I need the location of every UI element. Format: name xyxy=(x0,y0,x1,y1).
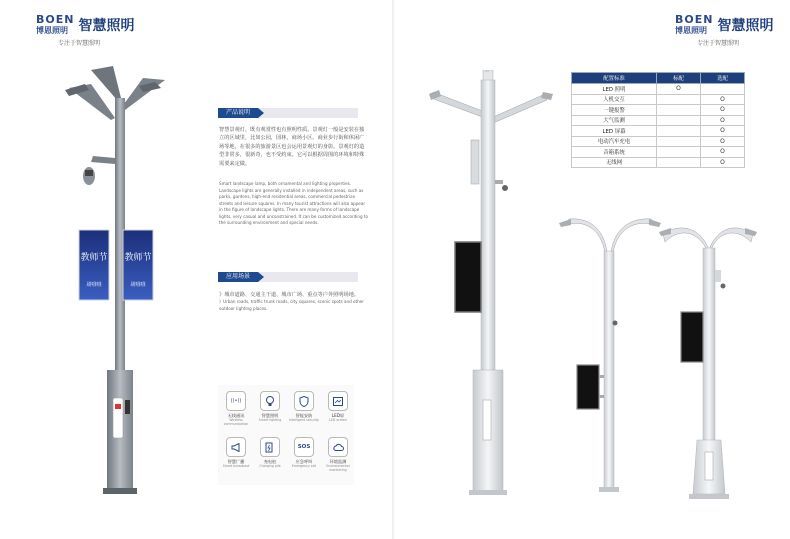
feature-sos-en: Emergency call xyxy=(291,464,317,468)
feature-broadcast-cn: 智慧广播 xyxy=(227,459,245,464)
feature-broadcast-en: Smart broadcast xyxy=(222,464,250,468)
spec-header-optional: 选配 xyxy=(701,73,745,84)
screen-icon xyxy=(328,391,348,411)
feature-sos xyxy=(288,437,320,468)
application-en: 》Urban roads, traffic trunk roads, city squares, scenic spots and other outdoor lighting places. xyxy=(219,299,364,311)
table-row xyxy=(572,157,745,168)
spec-standard-mark: O xyxy=(657,84,701,95)
table-row xyxy=(572,126,745,137)
smart-pole-illustration-left xyxy=(55,58,185,498)
feature-charging-cn: 充电桩 xyxy=(263,459,277,464)
spec-item: LED 照明 xyxy=(572,84,657,95)
feature-lighting-en: Smart lighting xyxy=(258,418,282,422)
product-description-en: Smart landscape lamp, both ornamental and lighting properties. Landscape lights are generally installed in independent areas, such as parks, gardens, high-end residential areas, commercial pedestrian streets and leisure squares. In many tourist attractions will also appear in the figure of landscape lights. There are many forms of landscape lights, very casual and unconstrained. It can be customized according to the surrounding environment and special needs. xyxy=(219,181,368,225)
brand-logo-text-right: BOEN xyxy=(675,13,714,26)
brand-tagline: 专注于智慧照明 xyxy=(58,40,101,47)
brand-logo-text: BOEN xyxy=(36,13,75,26)
brand-logo-right xyxy=(675,14,713,36)
charging-icon xyxy=(260,437,280,457)
environment-icon xyxy=(328,437,348,457)
feature-charging-en: Charging pile xyxy=(259,464,281,468)
feature-security xyxy=(288,391,320,422)
spec-standard-mark xyxy=(657,147,701,158)
spec-optional-mark: O xyxy=(701,136,745,147)
feature-icons-panel xyxy=(218,385,354,485)
feature-security-cn: 智能安防 xyxy=(295,413,313,418)
banner-left-sub: 刷哦哦 xyxy=(86,282,102,288)
feature-wireless xyxy=(220,391,252,426)
wireless-icon: ((•)) xyxy=(226,391,246,411)
spec-item: 大气监测 xyxy=(572,115,657,126)
smart-pole-illustration-middle xyxy=(555,215,665,500)
feature-environment-cn: 环境监测 xyxy=(329,459,347,464)
spec-optional-mark: O xyxy=(701,105,745,116)
shield-icon xyxy=(294,391,314,411)
spec-standard-mark xyxy=(657,157,701,168)
product-description-cn: 智慧景观灯，既有观赏性也有照明性质。景观灯一般是安装在独立的区域里，比如公园，园林，商场小区。商业步行街和休闲广场等地，在很多的旅游景区也会运用景观灯的身影。景观灯的造型非常多，很新奇，也不受约束。它可以根据周围的环境和特殊需要来定做。 xyxy=(219,127,365,167)
spec-optional-mark: O xyxy=(701,157,745,168)
table-row xyxy=(572,105,745,116)
banner-right-text: 教师节 xyxy=(124,253,152,263)
config-spec-table xyxy=(571,72,745,168)
feature-lighting xyxy=(254,391,286,422)
feature-charging xyxy=(254,437,286,468)
application-cn: 》城市道路、交通主干道、城市广场、重点等户外照明场地。 xyxy=(219,292,360,298)
feature-sos-cn: 应急呼叫 xyxy=(295,459,313,464)
spec-optional-mark: O xyxy=(701,94,745,105)
spec-optional-mark: O xyxy=(701,147,745,158)
spec-item: 无线网 xyxy=(572,157,657,168)
spec-standard-mark xyxy=(657,105,701,116)
brand-header-left xyxy=(36,14,134,47)
spec-item: LED 屏幕 xyxy=(572,126,657,137)
brand-header-right xyxy=(675,14,773,47)
spec-item: 一键报警 xyxy=(572,105,657,116)
table-row xyxy=(572,84,745,95)
brand-name: 智慧照明 xyxy=(78,18,135,34)
feature-wireless-cn: 无线通讯 xyxy=(227,413,245,418)
brand-tagline-right: 专注于智慧照明 xyxy=(697,40,740,47)
section-tag-product: 产品说明 xyxy=(218,108,258,118)
brand-name-right: 智慧照明 xyxy=(717,18,774,34)
spec-standard-mark xyxy=(657,94,701,105)
feature-screen xyxy=(322,391,354,422)
spec-standard-mark xyxy=(657,115,701,126)
smart-pole-illustration-tall xyxy=(425,70,565,500)
spec-header-item: 配置标准 xyxy=(572,73,657,84)
feature-wireless-en: Wireless communication xyxy=(223,418,249,426)
feature-screen-cn: LED屏 xyxy=(331,413,345,418)
smart-pole-illustration-right xyxy=(657,220,757,502)
section-tag-application: 应用场景 xyxy=(218,272,258,282)
feature-security-en: Intelligent security xyxy=(289,418,319,422)
spec-optional-mark: O xyxy=(701,126,745,137)
spec-standard-mark xyxy=(657,136,701,147)
brand-logo xyxy=(36,14,74,36)
feature-lighting-cn: 智慧照明 xyxy=(261,413,279,418)
feature-environment xyxy=(322,437,354,472)
spec-table-header-row xyxy=(572,73,745,84)
sos-icon: SOS xyxy=(294,437,314,457)
spec-item: 音箱系统 xyxy=(572,147,657,158)
spec-item: 电动汽车充电 xyxy=(572,136,657,147)
banner-right-sub: 刷哦哦 xyxy=(130,282,146,288)
table-row xyxy=(572,147,745,158)
spec-optional-mark: O xyxy=(701,115,745,126)
banner-left-text: 教师节 xyxy=(80,253,108,263)
megaphone-icon xyxy=(226,437,246,457)
feature-environment-en: Environmental monitoring xyxy=(326,464,350,472)
table-row xyxy=(572,115,745,126)
brand-logo-sub-right: 博恩照明 xyxy=(675,26,707,35)
brand-logo-sub: 博恩照明 xyxy=(36,26,68,35)
bulb-icon xyxy=(260,391,280,411)
spec-item: 人机交互 xyxy=(572,94,657,105)
table-row xyxy=(572,94,745,105)
feature-broadcast xyxy=(220,437,252,468)
spec-optional-mark xyxy=(701,84,745,95)
spec-standard-mark xyxy=(657,126,701,137)
table-row xyxy=(572,136,745,147)
spec-header-standard: 标配 xyxy=(657,73,701,84)
feature-screen-en: LED screen xyxy=(329,418,347,422)
